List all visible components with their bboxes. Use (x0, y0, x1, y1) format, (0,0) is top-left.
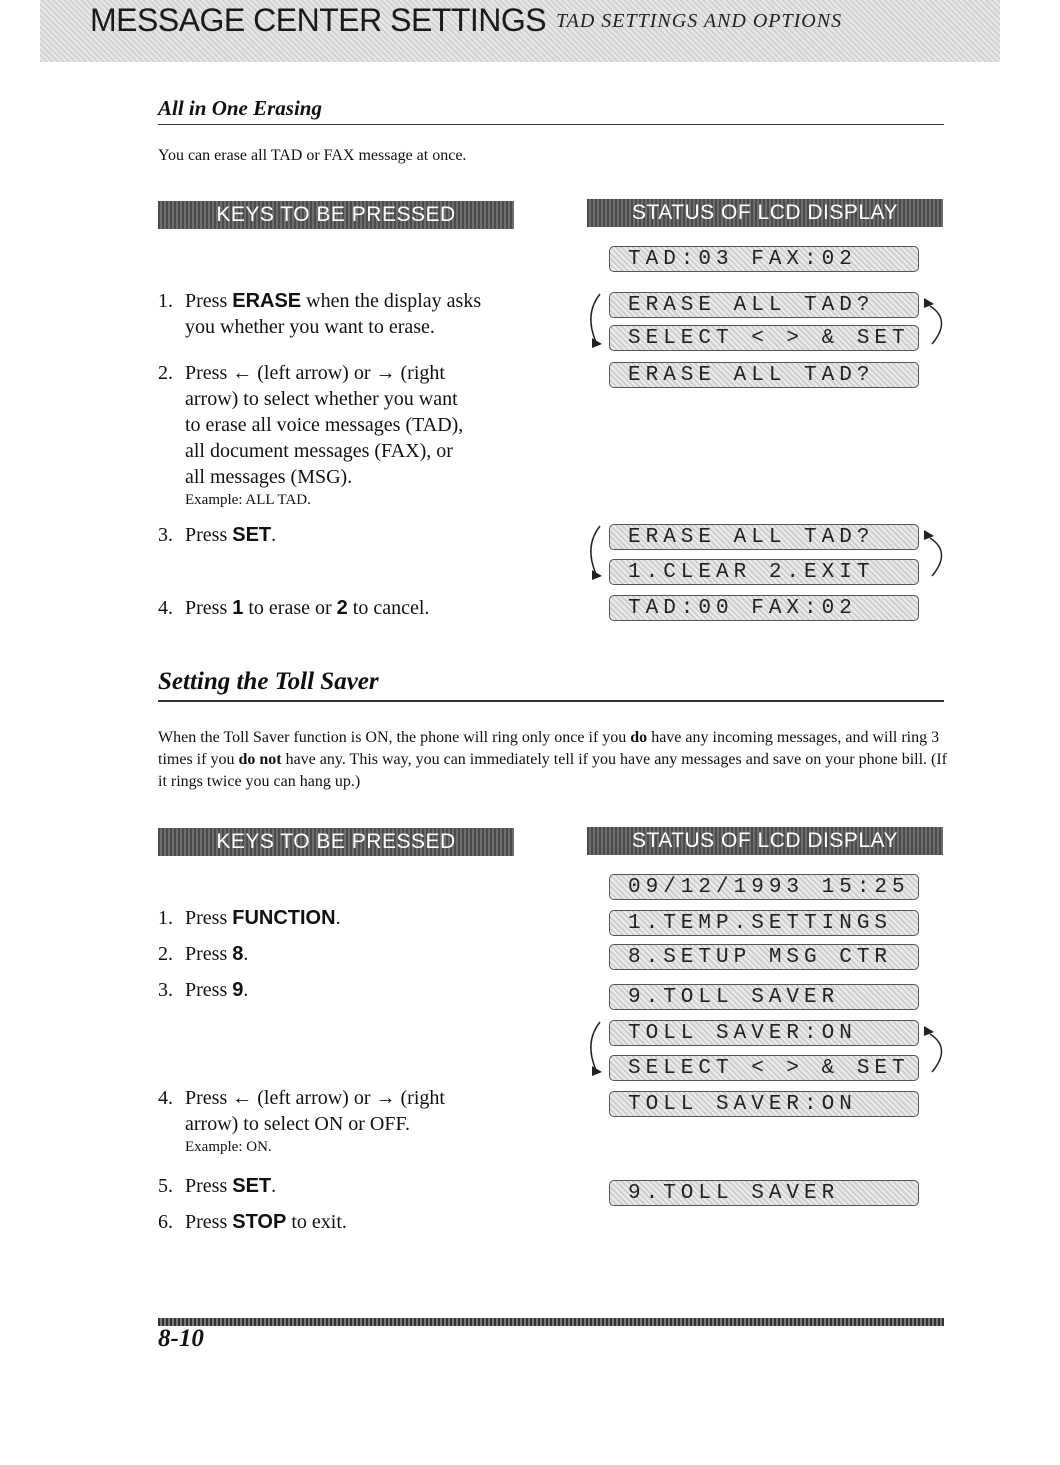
lcd-bar: STATUS OF LCD DISPLAY (587, 827, 943, 855)
step-1: 1. Press ERASE when the display asks you whether you want to erase. (158, 290, 482, 338)
lcd-display: SELECT < > & SET (609, 1055, 919, 1081)
step-5: 5. Press SET. (158, 1175, 277, 1197)
lcd-bar: STATUS OF LCD DISPLAY (587, 199, 943, 227)
section-title-erasing: All in One Erasing (158, 96, 322, 120)
step-2: 2. Press 8. (158, 943, 249, 965)
lcd-display: 9.TOLL SAVER (609, 1180, 919, 1206)
section-intro: When the Toll Saver function is ON, the phone will ring only once if you do have any incoming messages, and will ring 3 times if you do not have any. This way, you can immediately tell if you have any messages and save on your phone bill. (If it rings twice you can hang up.) (158, 729, 948, 790)
step-4: 4. Press ← (left arrow) or → (right arrow) to select ON or OFF. Example: ON. (158, 1087, 445, 1155)
keys-bar: KEYS TO BE PRESSED (158, 828, 514, 856)
lcd-display: ERASE ALL TAD? (609, 362, 919, 388)
lcd-display: 1.CLEAR 2.EXIT (609, 559, 919, 585)
lcd-display: ERASE ALL TAD? (609, 292, 919, 318)
lcd-display: ERASE ALL TAD? (609, 524, 919, 550)
chapter-title: MESSAGE CENTER SETTINGS (90, 2, 547, 38)
step-3: 3. Press 9. (158, 979, 249, 1001)
lcd-display: SELECT < > & SET (609, 325, 919, 351)
lcd-display: TAD:03 FAX:02 (609, 246, 919, 272)
lcd-display: 09/12/1993 15:25 (609, 874, 919, 900)
section-rule (158, 700, 944, 702)
lcd-display: TAD:00 FAX:02 (609, 595, 919, 621)
footer-bar (158, 1318, 944, 1326)
keys-bar: KEYS TO BE PRESSED (158, 201, 514, 229)
chapter-subtitle: TAD SETTINGS AND OPTIONS (556, 10, 843, 32)
section-rule (158, 124, 944, 125)
section-title-toll-saver: Setting the Toll Saver (158, 668, 379, 695)
step-4: 4. Press 1 to erase or 2 to cancel. (158, 597, 430, 619)
lcd-display: TOLL SAVER:ON (609, 1020, 919, 1046)
step-1: 1. Press FUNCTION. (158, 907, 341, 929)
lcd-display: 9.TOLL SAVER (609, 984, 919, 1010)
alternating-display-arrows (578, 286, 958, 364)
step-2: 2. Press ← (left arrow) or → (right arrow) to select whether you want to erase all voice messages (TAD), all document messages (FAX), or all messages (MSG). Example: ALL TAD. (158, 362, 464, 508)
section-intro: You can erase all TAD or FAX message at once. (158, 147, 467, 164)
lcd-display: 1.TEMP.SETTINGS (609, 910, 919, 936)
lcd-display: 8.SETUP MSG CTR (609, 944, 919, 970)
alternating-display-arrows (578, 518, 958, 596)
step-6: 6. Press STOP to exit. (158, 1211, 347, 1233)
page-number: 8-10 (158, 1325, 204, 1352)
step-3: 3. Press SET. (158, 524, 277, 546)
lcd-display: TOLL SAVER:ON (609, 1091, 919, 1117)
alternating-display-arrows (578, 1014, 958, 1092)
